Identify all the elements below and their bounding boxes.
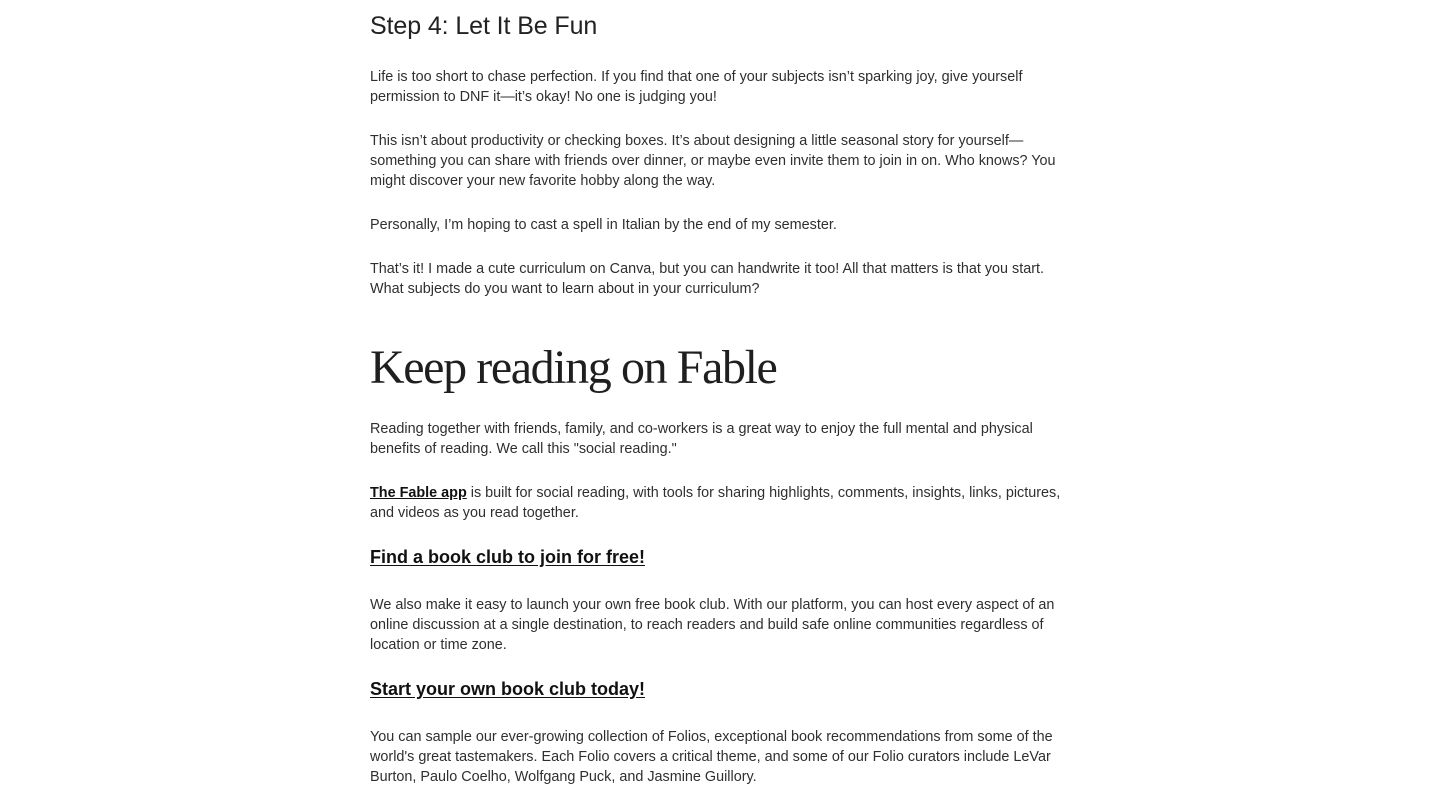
paragraph-perfection: Life is too short to chase perfection. If you find that one of your subjects isn’t sparking joy, give yourself permission to DNF it—it’s okay! No one is judging you! xyxy=(370,69,1023,105)
fable-app-description: is built for social reading, with tools for sharing highlights, comments, insights, links, pictures, and videos as you read together. xyxy=(370,485,1061,521)
fable-app-link[interactable]: The Fable app xyxy=(370,485,467,501)
find-book-club-link[interactable]: Find a book club to join for free! xyxy=(370,547,645,567)
paragraph-fable-app xyxy=(370,483,1070,523)
paragraph-launch-club: We also make it easy to launch your own free book club. With our platform, you can host every aspect of an online discussion at a single destination, to reach readers and build safe online communities regardless of location or time zone. xyxy=(370,597,1055,653)
paragraph-folios: You can sample our ever-growing collection of Folios, exceptional book recommendations from some of the world's great tastemakers. Each Folio covers a critical theme, and some of our Folio curators include LeVar Burton, Paulo Coelho, Wolfgang Puck, and Jasmine Guillory. xyxy=(370,729,1053,785)
paragraph-seasonal-story: This isn’t about productivity or checking boxes. It’s about designing a little seasonal story for yourself—something you can share with friends over dinner, or maybe even invite them to join in on. Who knows? You might discover your new favorite hobby along the way. xyxy=(370,133,1056,189)
keep-reading-heading: Keep reading on Fable xyxy=(370,341,777,394)
paragraph-curriculum: That’s it! I made a cute curriculum on Canva, but you can handwrite it too! All that matters is that you start. What subjects do you want to learn about in your curriculum? xyxy=(370,261,1045,297)
paragraph-social-reading: Reading together with friends, family, and co-workers is a great way to enjoy the full mental and physical benefits of reading. We call this "social reading." xyxy=(370,421,1033,457)
start-book-club-link[interactable]: Start your own book club today! xyxy=(370,679,646,699)
paragraph-italian: Personally, I’m hoping to cast a spell in Italian by the end of my semester. xyxy=(370,217,837,233)
step-heading: Step 4: Let It Be Fun xyxy=(370,12,598,40)
